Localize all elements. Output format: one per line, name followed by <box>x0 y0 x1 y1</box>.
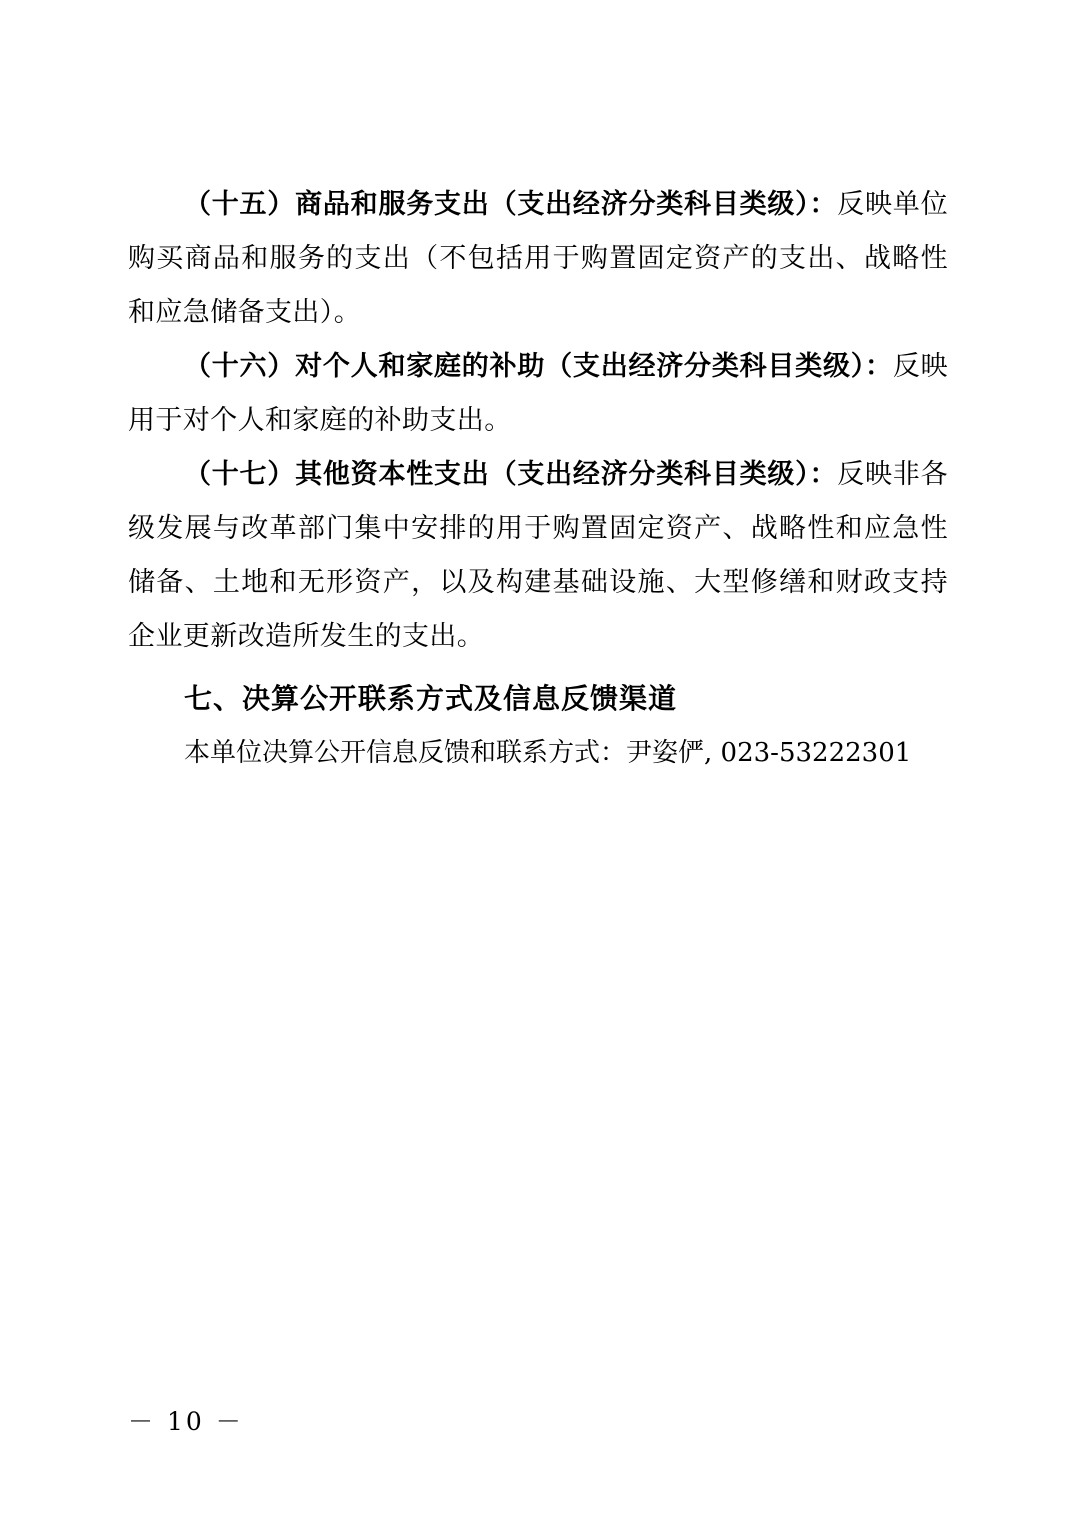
paragraph-17-body: 反映非各级发展与改革部门集中安排的用于购置固定资产、战略性和应急性储备、土地和无形资产，以及构建基础设施、大型修缮和财政支持企业更新改造所发生的支出。 <box>128 459 948 652</box>
paragraph-17-heading: （十七）其他资本性支出（支出经济分类科目类级）： <box>184 459 838 490</box>
paragraph-16-heading: （十六）对个人和家庭的补助（支出经济分类科目类级）： <box>184 351 893 382</box>
page-number-footer: － 10 － <box>128 1407 244 1436</box>
paragraph-15-body: 反映单位购买商品和服务的支出（不包括用于购置固定资产的支出、战略性和应急储备支出）。 <box>128 189 948 328</box>
section-heading-seven: 七、决算公开联系方式及信息反馈渠道 <box>184 682 678 715</box>
paragraph-15 <box>128 178 948 340</box>
document-body <box>128 178 948 780</box>
paragraph-17 <box>128 448 948 664</box>
paragraph-15-heading: （十五）商品和服务支出（支出经济分类科目类级）： <box>184 189 838 220</box>
contact-info-line: 本单位决算公开信息反馈和联系方式：尹姿俨, 023-53222301 <box>184 738 912 768</box>
paragraph-16-body: 反映用于对个人和家庭的补助支出。 <box>128 351 948 436</box>
paragraph-16 <box>128 340 948 448</box>
